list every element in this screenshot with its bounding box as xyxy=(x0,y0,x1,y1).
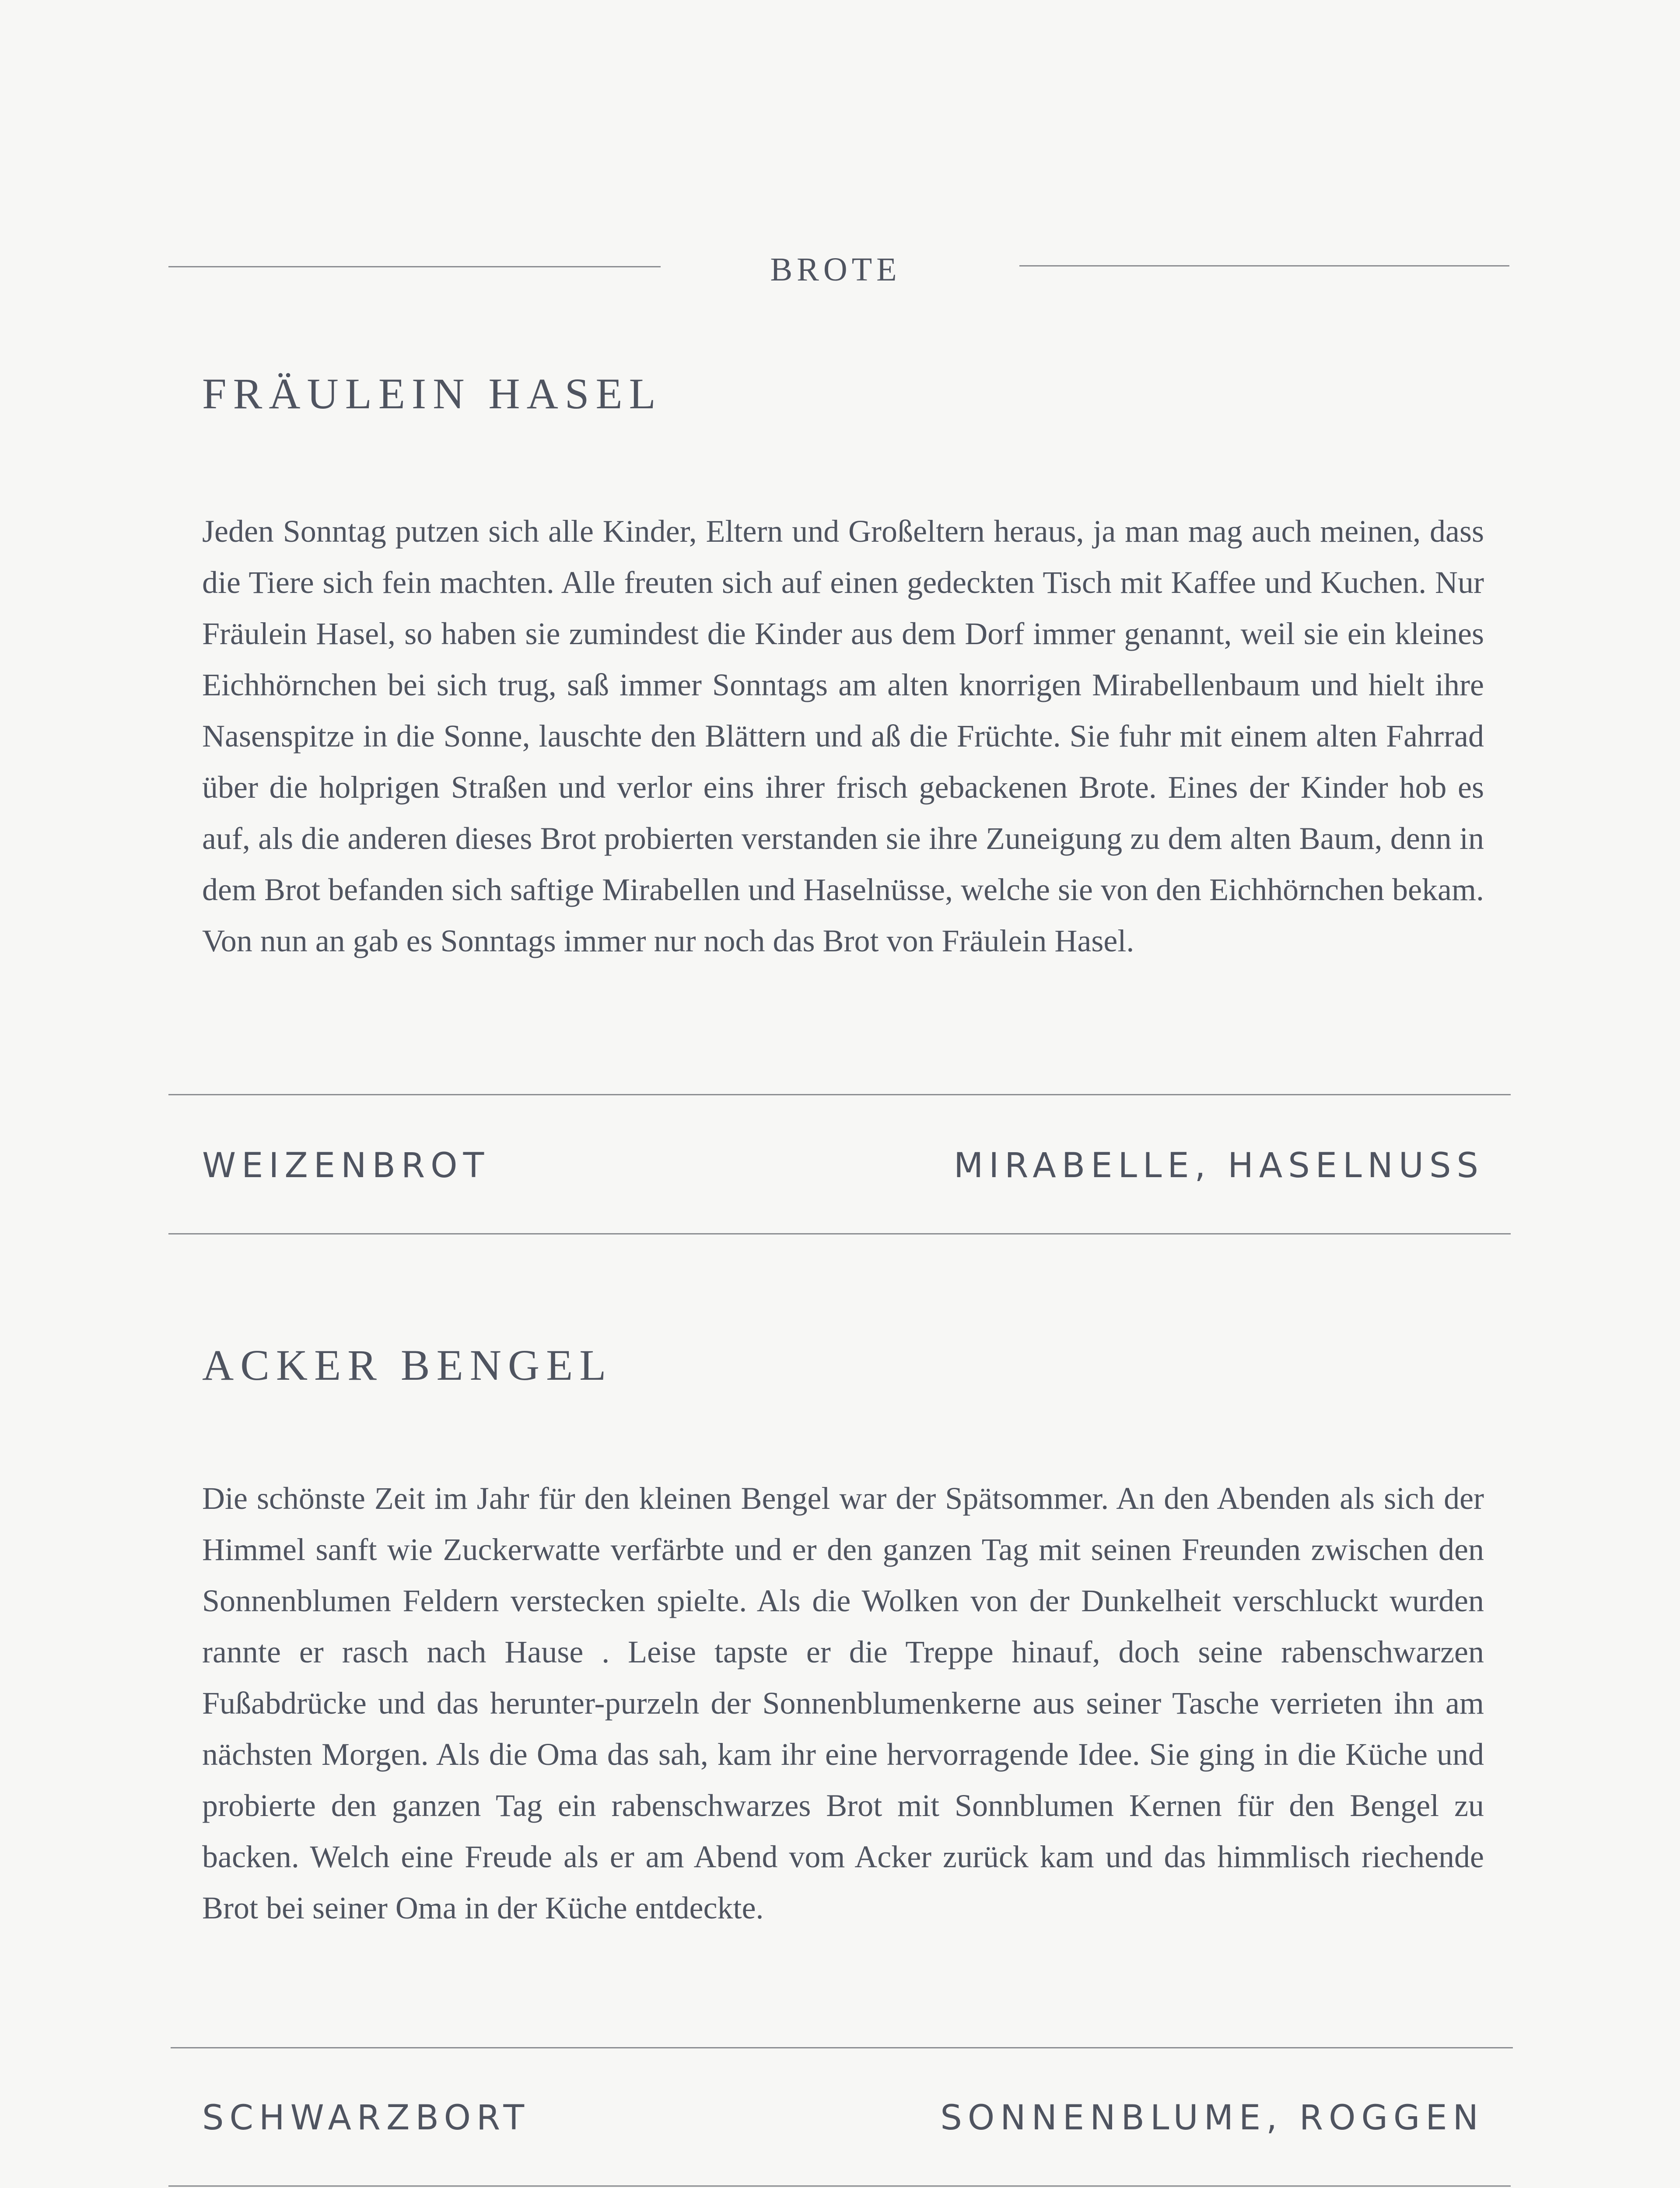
bread-type: WEIZENBROT xyxy=(202,1146,490,1185)
bread-type: SCHWARZBORT xyxy=(202,2098,530,2138)
header-rule-right xyxy=(1019,265,1509,266)
section-title: BROTE xyxy=(770,251,901,288)
bread-ingredients: SONNENBLUME, ROGGEN xyxy=(940,2098,1484,2138)
divider-rule xyxy=(168,1233,1511,1234)
header-rule-left xyxy=(168,266,661,267)
divider-rule xyxy=(171,2047,1513,2048)
bread-title: FRÄULEIN HASEL xyxy=(202,369,662,418)
bread-ingredients: MIRABELLE, HASELNUSS xyxy=(954,1146,1484,1185)
divider-rule xyxy=(168,2185,1511,2187)
bread-title: ACKER BENGEL xyxy=(202,1341,613,1389)
bread-description: Die schönste Zeit im Jahr für den kleinen Bengel war der Spätsommer. An den Abenden als sich der Himmel sanft wie Zuckerwatte verfärbte und er den ganzen Tag mit seinen Freunden zwischen den Sonnenblumen Feldern verstecken spielte. Als die Wolken von der Dunkelheit verschluckt wurden rannte er rasch nach Hause . Leise tapste er die Treppe hinauf, doch seine rabenschwarzen Fußabdrücke und das herunter-purzeln der Sonnenblumenkerne aus seiner Tasche verrieten ihn am nächsten Morgen. Als die Oma das sah, kam ihr eine hervorragende Idee. Sie ging in die Küche und probierte den ganzen Tag ein rabenschwarzes Brot mit Sonnblumen Kernen für den Bengel zu backen. Welch eine Freude als er am Abend vom Acker zurück kam und das himmlisch riechende Brot bei seiner Oma in der Küche entdeckte. xyxy=(202,1481,1484,1925)
divider-rule xyxy=(168,1094,1511,1095)
bread-description: Jeden Sonntag putzen sich alle Kinder, Eltern und Großeltern heraus, ja man mag auch meinen, dass die Tiere sich fein machten. Alle freuten sich auf einen gedeckten Tisch mit Kaffee und Kuchen. Nur Fräulein Hasel, so haben sie zumindest die Kinder aus dem Dorf immer genannt, weil sie ein kleines Eichhörnchen bei sich trug, saß immer Sonntags am alten knorrigen Mirabellenbaum und hielt ihre Nasenspitze in die Sonne, lauschte den Blättern und aß die Früchte. Sie fuhr mit einem alten Fahrrad über die holprigen Straßen und verlor eins ihrer frisch gebackenen Brote. Eines der Kinder hob es auf, als die anderen dieses Brot probierten verstanden sie ihre Zuneigung zu dem alten Baum, denn in dem Brot befanden sich saftige Mirabellen und Haselnüsse, welche sie von den Eichhörnchen bekam. Von nun an gab es Sonntags immer nur noch das Brot von Fräulein Hasel. xyxy=(202,514,1484,958)
